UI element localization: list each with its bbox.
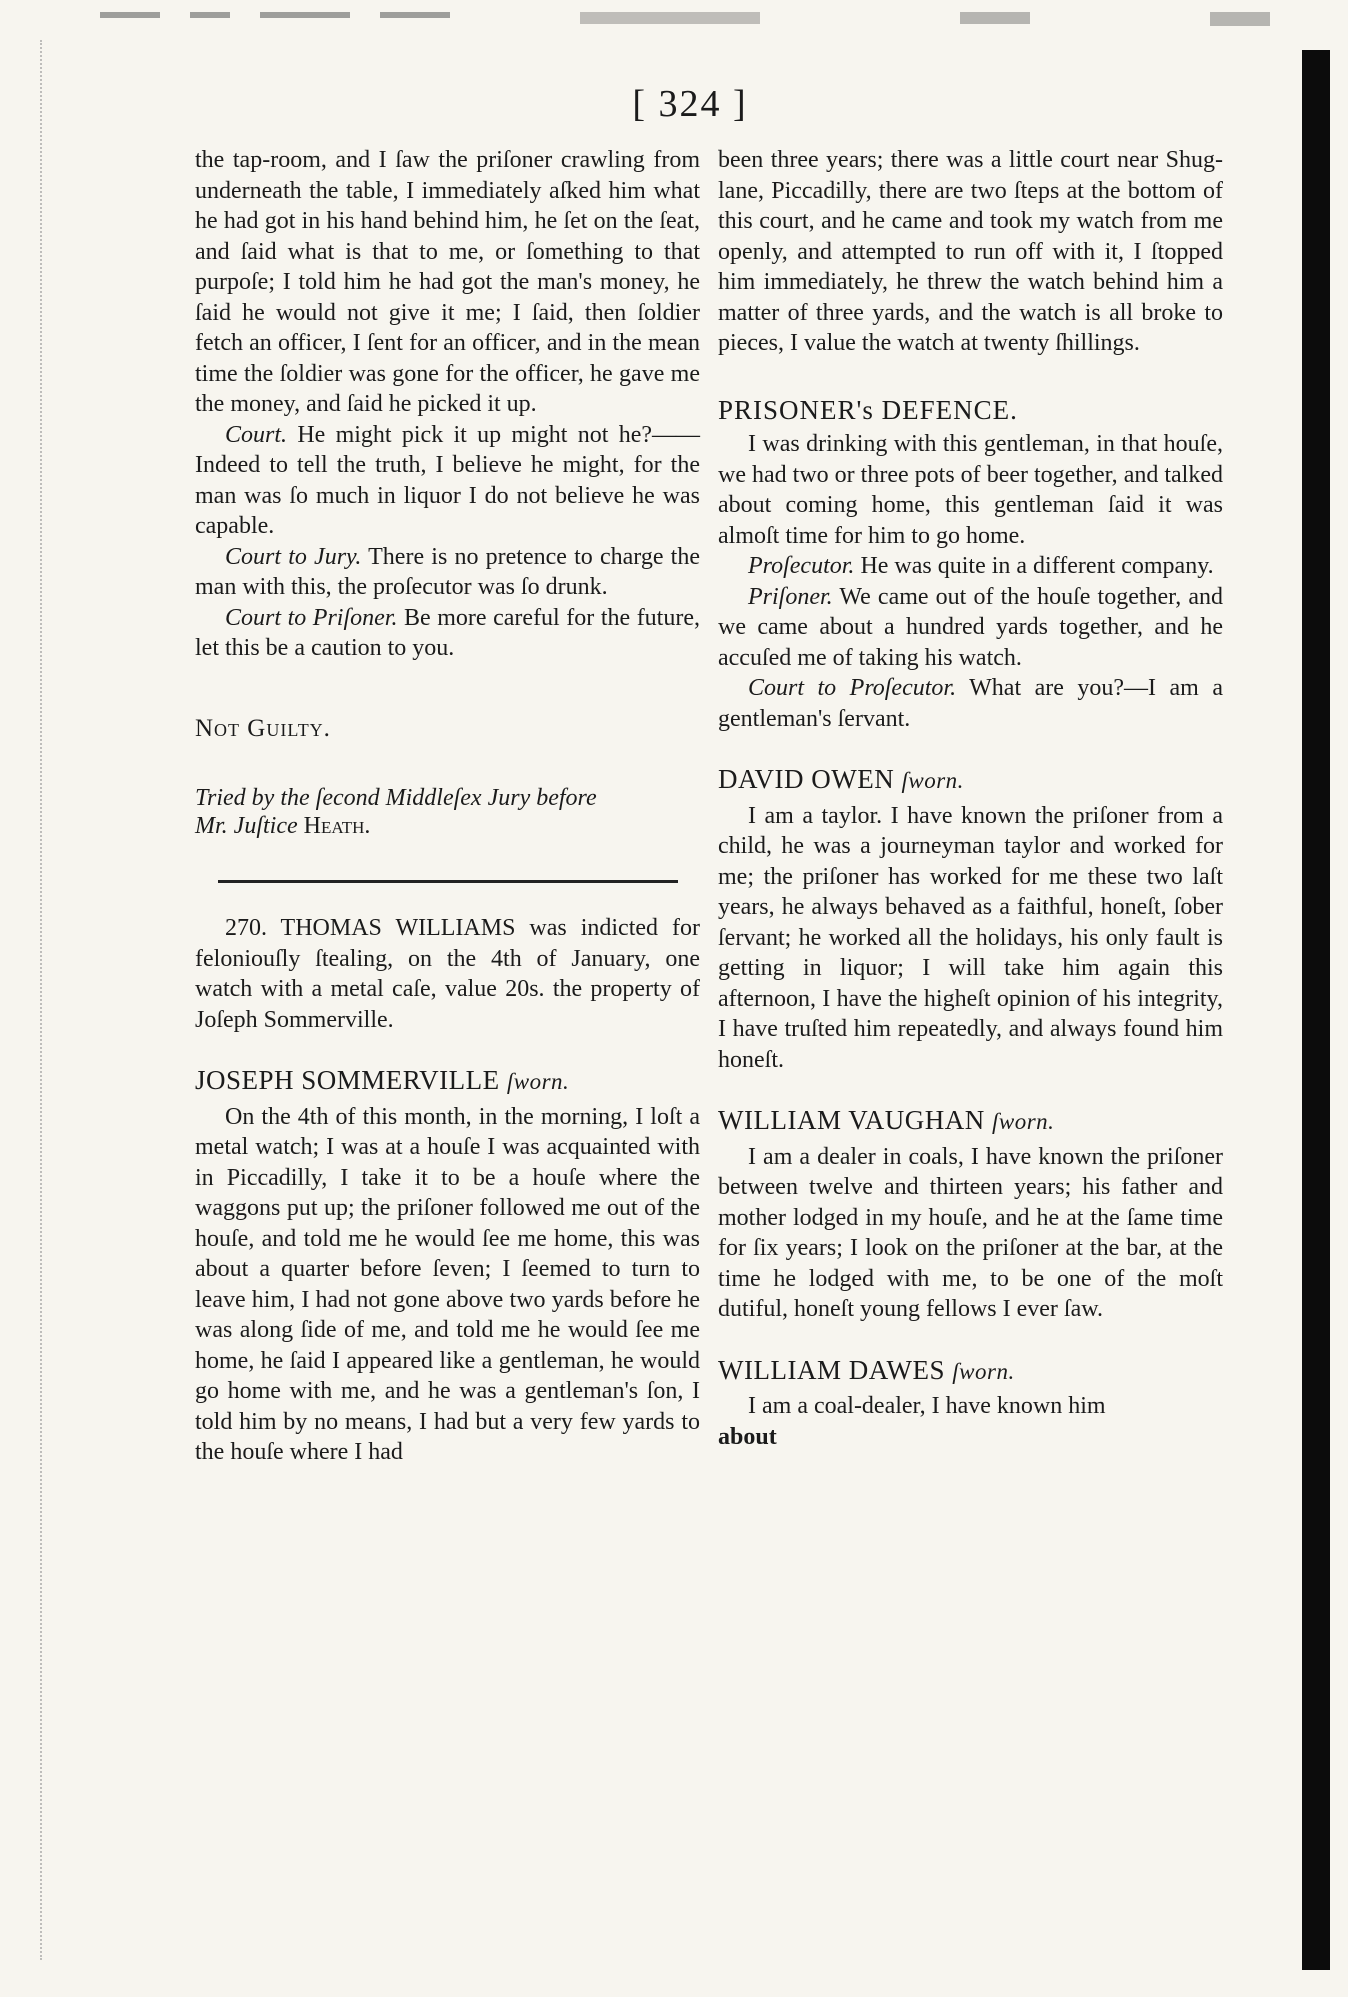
witness-heading — [195, 1065, 700, 1098]
prosecutor-exchange — [718, 551, 1223, 582]
speaker-label: Court to Priſoner. — [225, 604, 398, 631]
speech-text: What are you?—I am a gentleman's ſervant. — [718, 675, 1223, 732]
witness-heading — [718, 764, 1223, 797]
witness-heading — [718, 1105, 1223, 1138]
witness-name: WILLIAM VAUGHAN — [718, 1105, 985, 1135]
jury-note-line2: Mr. Juſtice — [195, 813, 298, 839]
speaker-label: Priſoner. — [748, 583, 833, 610]
right-column — [718, 145, 1223, 1452]
section-divider — [218, 880, 678, 883]
prisoner-exchange — [718, 582, 1223, 674]
sworn-label: ſworn. — [991, 1109, 1055, 1134]
speech-text: He was quite in a different company. — [860, 553, 1214, 579]
sworn-label: ſworn. — [901, 768, 964, 793]
witness-name: DAVID OWEN — [718, 764, 895, 794]
left-column — [195, 145, 700, 1468]
speech-text: There is no pretence to charge the man with this, the proſecutor was ſo drunk. — [195, 543, 700, 600]
judge-name: Heath. — [303, 813, 371, 839]
witness-name: WILLIAM DAWES — [718, 1354, 946, 1385]
speaker-label: Court to Proſecutor. — [748, 675, 957, 701]
testimony-paragraph: the tap-room, and I ſaw the priſoner crawling from underneath the table, I immediately aſked him what he had got in his hand behind him, he ſet on the ſeat, and ſaid what is that to me, or ſomething to that purpoſe; I told him he had got the man's money, he ſaid he would not give it me; I ſaid, then ſoldier fetch an officer, I ſent for an officer, and in the mean time the ſoldier was gone for the officer, he gave me the money, and ſaid he picked it up. — [195, 147, 700, 417]
sworn-label: ſworn. — [506, 1069, 570, 1094]
verdict: Not Guilty. — [195, 714, 331, 742]
sworn-label: ſworn. — [952, 1358, 1015, 1384]
court-to-jury — [195, 542, 700, 603]
jury-note-line1: Tried by the ſecond Middleſex Jury before — [195, 785, 597, 811]
witness-testimony: On the 4th of this month, in the morning, I loſt a metal watch; I was at a houſe I was acquainted with in Piccadilly, I take it to be a houſe where the waggons put up; the priſoner followed me out of the houſe, and told me he would ſee me home, this was about a quarter before ſeven; I ſeemed to turn to leave him, I had not gone above two yards before he was along ſide of me, and told me he would ſee me home, he ſaid I appeared like a gentleman, he would go home with me, and he was a gentleman's ſon, I told him by no means, I had but a very few yards to the houſe where I had — [195, 1103, 700, 1465]
jury-note — [195, 784, 700, 840]
court-to-prosecutor — [718, 673, 1223, 734]
witness-heading — [718, 1355, 1223, 1388]
witness-testimony: I am a dealer in coals, I have known the priſoner between twelve and thirteen years; his father and mother lodged in my houſe, and he at the ſame time for ſix years; I look on the priſoner at the bar, at the time he lodged with me, to be one of the moſt dutiful, honeſt young fellows I ever ſaw. — [718, 1143, 1223, 1322]
top-scan-artifact — [100, 12, 1280, 26]
catchword: about — [718, 1423, 777, 1450]
testimony-paragraph: been three years; there was a little court near Shug-lane, Piccadilly, there are two ſteps at the bottom of this court, and he came and took my watch from me openly, and attempted to run off with it, I ſtopped him immediately, he threw the watch behind him a matter of three yards, and the watch is all broke to pieces, I value the watch at twenty ſhillings. — [718, 147, 1223, 356]
binding-margin — [40, 40, 62, 1960]
court-to-prisoner — [195, 603, 700, 664]
defence-text: I was drinking with this gentleman, in that houſe, we had two or three pots of beer together, and talked about coming home, this gentleman ſaid it was almoſt time for him to go home. — [718, 431, 1223, 549]
witness-testimony: I am a taylor. I have known the priſoner from a child, he was a journeyman taylor and worked for me; the priſoner has worked for me these two laſt years, he always behaved as a faithful, honeſt, ſober ſervant; he worked all the holidays, his only fault is getting in liquor; I will take him again this afternoon, I have the higheſt opinion of his integrity, I have truſted him repeatedly, and always found him honeſt. — [718, 802, 1223, 1073]
speaker-label: Proſecutor. — [748, 553, 855, 579]
speaker-label: Court to Jury. — [225, 543, 362, 570]
court-exchange — [195, 420, 700, 542]
speech-text: He might pick it up might not he?——Indeed to tell the truth, I believe he might, for the man was ſo much in liquor I do not believe he was capable. — [195, 421, 700, 539]
witness-testimony: I am a coal-dealer, I have known him — [748, 1393, 1106, 1419]
case-indictment: 270. THOMAS WILLIAMS was indicted for feloniouſly ſtealing, on the 4th of January, one watch with a metal caſe, value 20s. the property of Joſeph Sommerville. — [195, 915, 700, 1033]
page-number: [ 324 ] — [632, 83, 748, 125]
witness-name: JOSEPH SOMMERVILLE — [195, 1065, 500, 1095]
defence-heading: PRISONER's DEFENCE. — [718, 394, 1018, 425]
speaker-label: Court. — [225, 421, 288, 448]
speech-text: Be more careful for the future, let this be a caution to you. — [195, 604, 700, 661]
speech-text: We came out of the houſe together, and we came about a hundred yards together, and he accuſed me of taking his watch. — [718, 583, 1223, 671]
scan-edge-shadow — [1302, 50, 1330, 1970]
